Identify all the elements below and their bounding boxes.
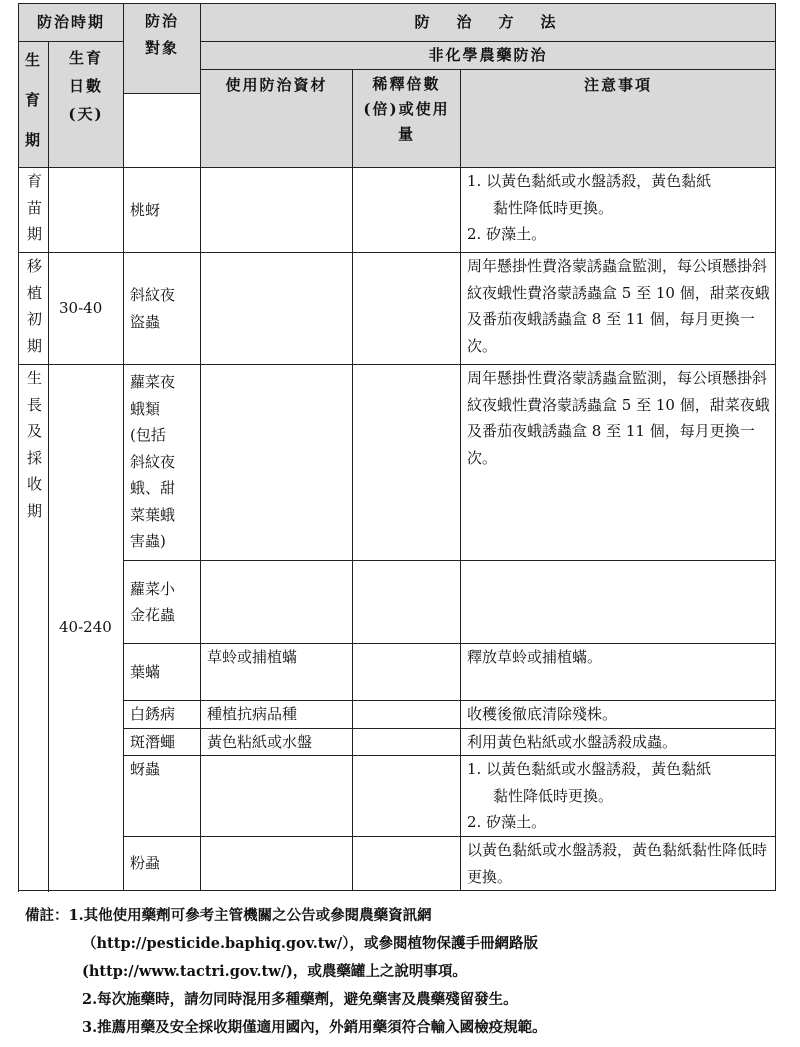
header-growth-stage: 生 育 期 [19,42,49,168]
material-white-rust: 種植抗病品種 [201,701,353,729]
note-seedling-2: 2. 矽藻土。 [467,225,547,243]
note-aphid-1b: 黏性降低時更換。 [493,786,614,805]
note-aphid-1: 1. 以黃色黏紙或水盤誘殺，黃色黏紙 [467,760,712,778]
note-seedling-1b: 黏性降低時更換。 [493,198,614,217]
dilution-leafminer [353,728,461,756]
note-moths: 周年懸掛性費洛蒙誘蟲盒監測，每公頃懸掛斜紋夜蛾性費洛蒙誘蟲盒 5 至 10 個，甜菜夜蛾及番茄夜蛾誘蟲盒 8 至 11 個，每月更換一次。 [461,365,776,561]
days-transplant: 30-40 [49,253,124,365]
note-transplant: 周年懸掛性費洛蒙誘蟲盒監測，每公頃懸掛斜紋夜蛾性費洛蒙誘蟲盒 5 至 10 個，甜菜夜蛾及番茄夜蛾誘蟲盒 8 至 11 個，每月更換一次。 [461,253,776,365]
header-dilution: 稀釋倍數 (倍)或使用 量 [353,70,461,168]
target-white-rust: 白銹病 [124,701,201,729]
target-armyworm: 斜紋夜 盜蟲 [124,253,201,365]
material-flea-beetle [201,561,353,644]
material-moths [201,365,353,561]
remark-line-1: 備註：1.其他使用藥劑可參考主管機關之公告或參閱農藥資訊網 [25,907,432,924]
days-growth: 40-240 [49,365,124,891]
target-flea-beetle: 蘿菜小 金花蟲 [124,561,201,644]
dilution-aphid [353,756,461,837]
stage-growth: 生 長 及 採 收 期 [19,365,49,891]
note-seedling [461,168,776,253]
material-transplant [201,253,353,365]
remark-line-2: （http://pesticide.baphiq.gov.tw/），或參閱植物保護手冊網路版 [82,935,538,952]
note-leafminer: 利用黃色粘紙或水盤誘殺成蟲。 [461,728,776,756]
header-material: 使用防治資材 [201,70,353,168]
header-method: 防 治 方 法 [201,4,776,42]
material-aphid [201,756,353,837]
note-aphid [461,756,776,837]
target-mite: 葉蟎 [124,644,201,701]
remark-line-5: 3.推薦用藥及安全採收期僅適用國內，外銷用藥須符合輸入國檢疫規範。 [82,1019,547,1036]
material-seedling [201,168,353,253]
header-period: 防治時期 [19,4,124,42]
note-seedling-1: 1. 以黃色黏紙或水盤誘殺，黃色黏紙 [467,172,712,190]
note-white-rust: 收穫後徹底清除殘株。 [461,701,776,729]
days-seedling [49,168,124,253]
header-target: 防治 對象 [124,4,201,94]
remark-line-4: 2.每次施藥時，請勿同時混用多種藥劑，避免藥害及農藥殘留發生。 [82,991,518,1008]
dilution-transplant [353,253,461,365]
note-whitefly: 以黃色黏紙或水盤誘殺，黃色黏紙黏性降低時更換。 [461,837,776,891]
dilution-white-rust [353,701,461,729]
target-moths: 蘿菜夜 蛾類 (包括 斜紋夜 蛾、甜 菜葉蛾 害蟲) [124,365,201,561]
header-nonchem: 非化學農藥防治 [201,42,776,70]
stage-seedling: 育 苗 期 [19,168,49,253]
target-peach-aphid: 桃蚜 [124,168,201,253]
target-whitefly: 粉蝨 [124,837,201,891]
stage-transplant: 移 植 初 期 [19,253,49,365]
note-mite: 釋放草蛉或捕植蟎。 [461,644,776,701]
material-whitefly [201,837,353,891]
target-leafminer: 斑潛蠅 [124,728,201,756]
dilution-moths [353,365,461,561]
note-flea-beetle [461,561,776,644]
dilution-flea-beetle [353,561,461,644]
target-aphid: 蚜蟲 [124,756,201,837]
dilution-seedling [353,168,461,253]
note-aphid-2: 2. 矽藻土。 [467,813,547,831]
pest-control-table [18,3,776,891]
remark-line-3: (http://www.tactri.gov.tw/)，或農藥罐上之說明事項。 [82,963,467,980]
dilution-mite [353,644,461,701]
dilution-whitefly [353,837,461,891]
header-growth-days: 生育 日數 (天) [49,42,124,168]
material-leafminer: 黃色粘紙或水盤 [201,728,353,756]
material-mite: 草蛉或捕植蟎 [201,644,353,701]
header-notes: 注意事項 [461,70,776,168]
